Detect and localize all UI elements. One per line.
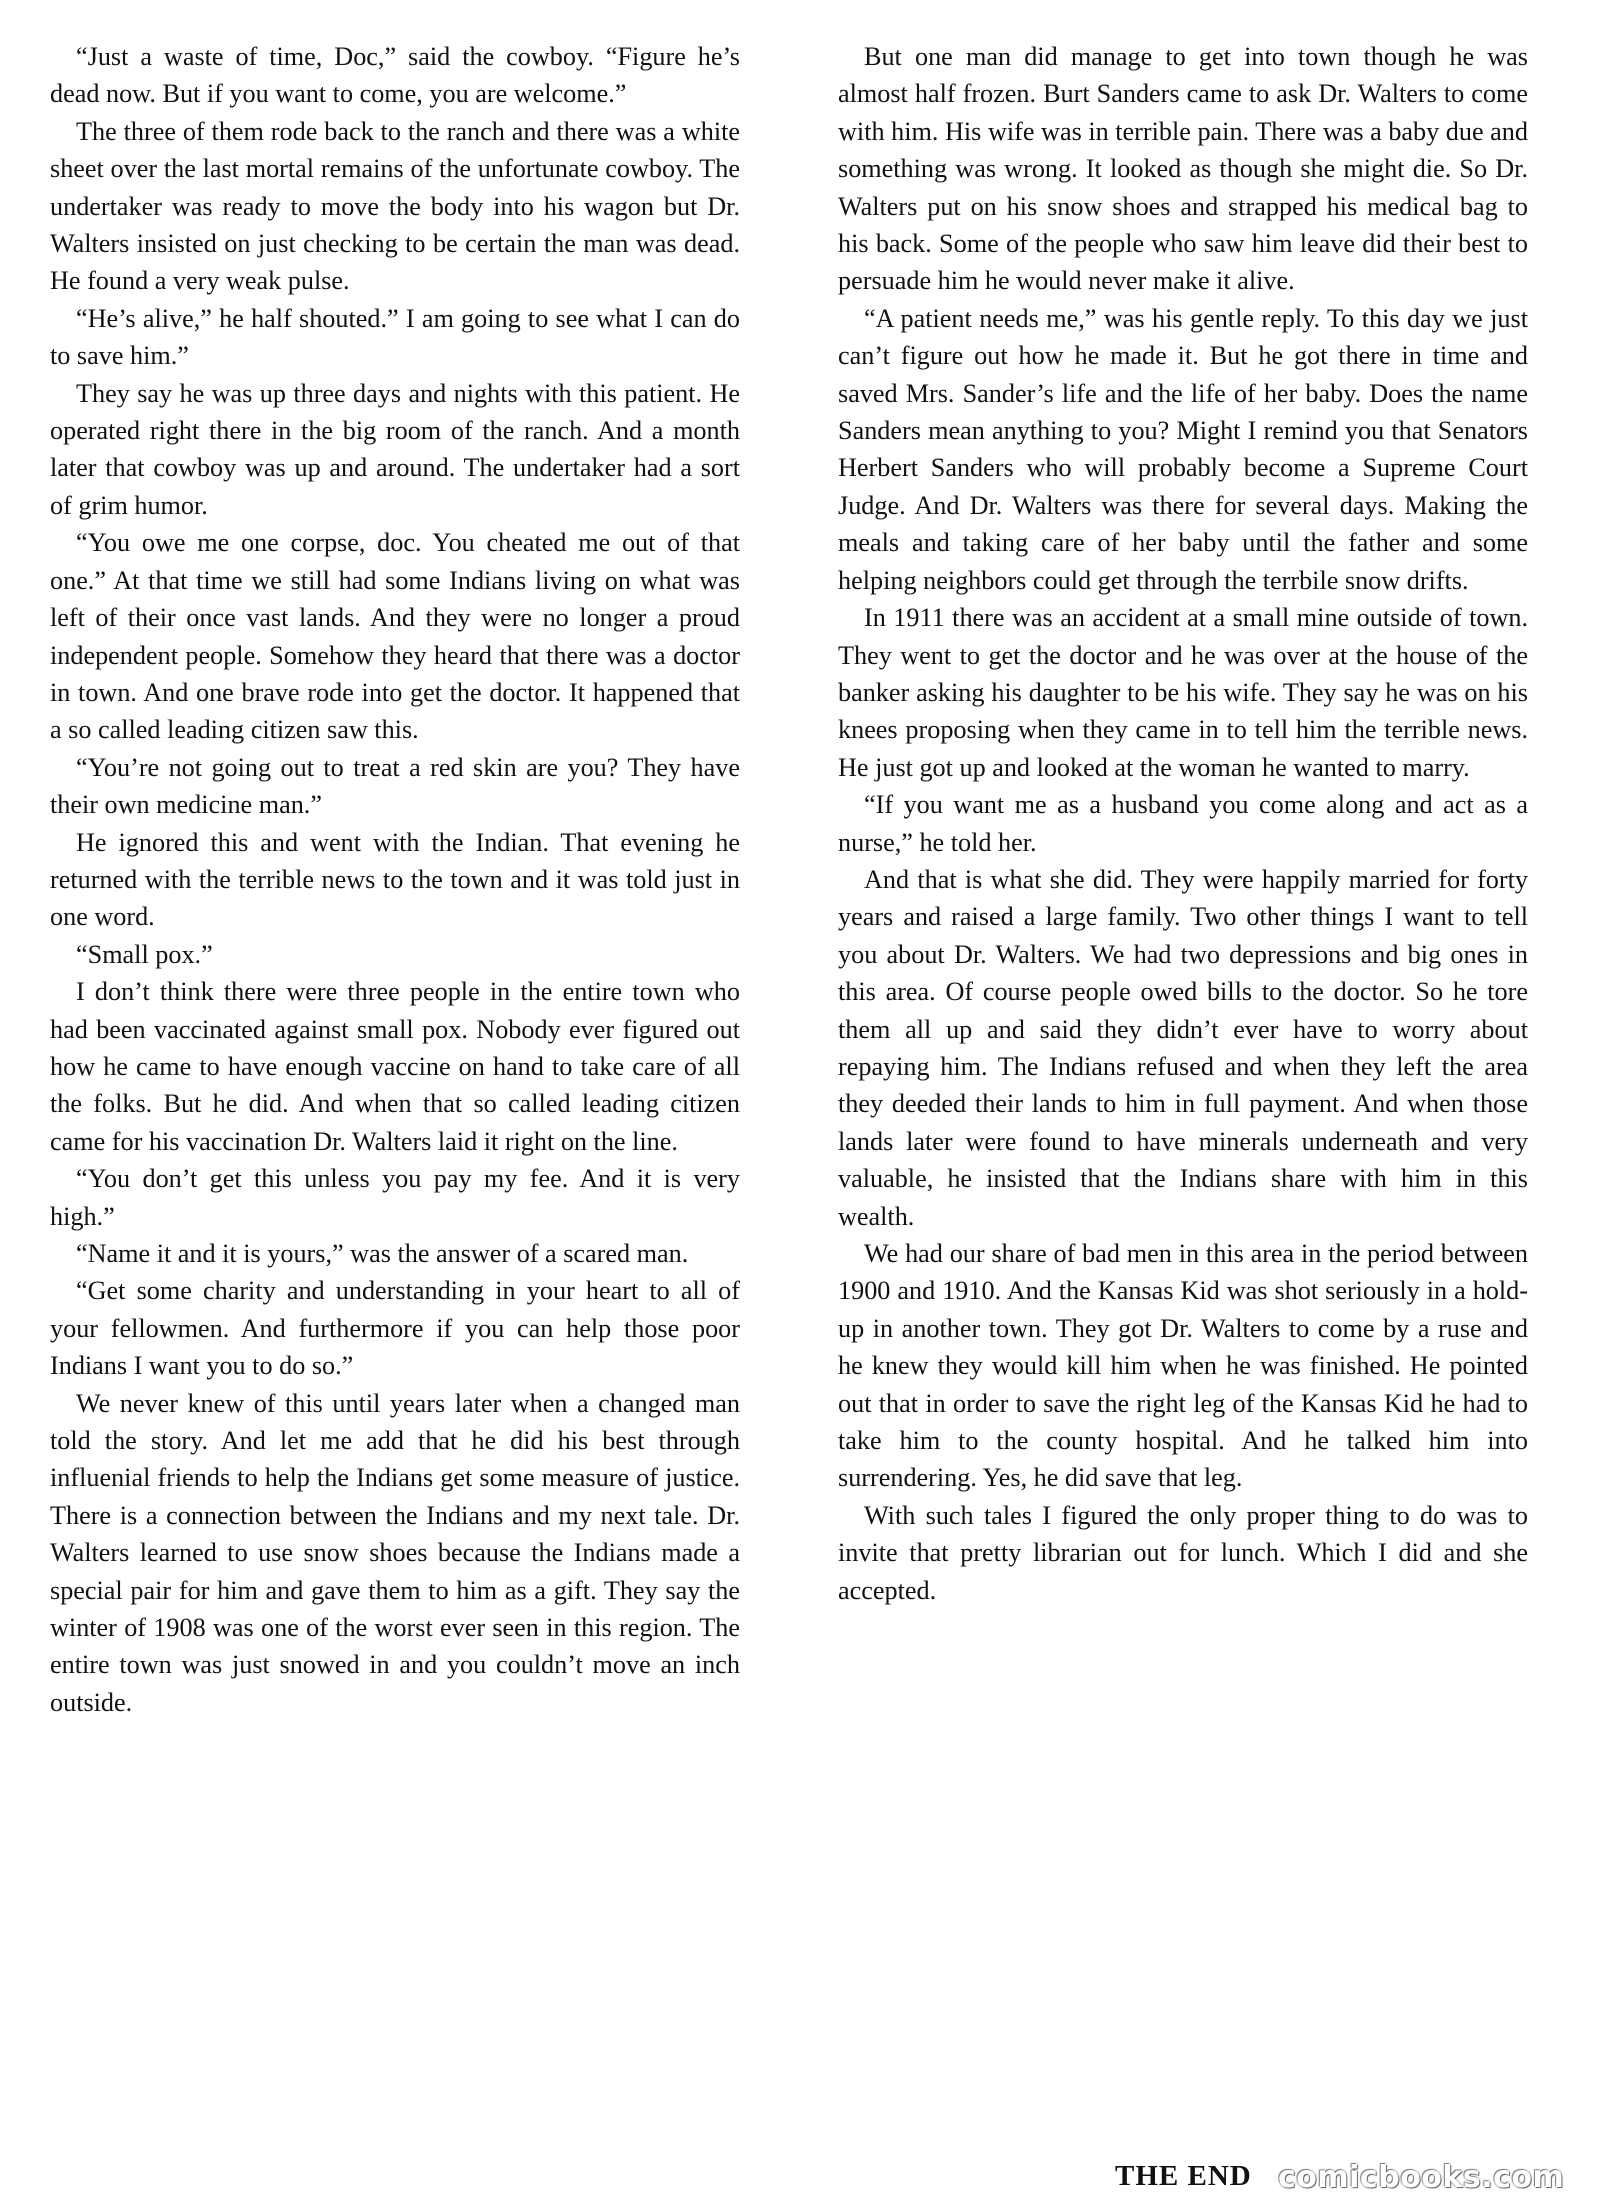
right-column [838, 38, 1528, 1609]
paragraph: We never knew of this until years later when a changed man told the story. And let me add that he did his best through influenial friends to help the Indians get some measure of justice. There is a connection between the Indians and my next tale. Dr. Walters learned to use snow shoes because the Indians made a special pair for him and gave them to him as a gift. They say the winter of 1908 was one of the worst ever seen in this region. The entire town was just snowed in and you couldn’t move an inch outside. [50, 1388, 740, 1717]
paragraph: “He’s alive,” he half shouted.” I am going to see what I can do to save him.” [50, 303, 740, 371]
paragraph: In 1911 there was an accident at a small mine outside of town. They went to get the doctor and he was over at the house of the banker asking his daughter to be his wife. They say he was on his knees proposing when they came in to tell him the terrible news. He just got up and looked at the woman he wanted to marry. [838, 603, 1528, 782]
paragraph: “Name it and it is yours,” was the answer of a scared man. [76, 1239, 689, 1268]
the-end-label: THE END [1115, 2160, 1252, 2192]
paragraph: “Just a waste of time, Doc,” said the cowboy. “Figure he’s dead now. But if you want to come, you are welcome.” [50, 42, 740, 109]
paragraph: And that is what she did. They were happily married for forty years and raised a large family. Two other things I want to tell you about Dr. Walters. We had two depressions and big ones in this area. Of course people owed bills to the doctor. So he tore them all up and said they didn’t ever have to worry about repaying him. The Indians refused and when they left the area they deeded their lands to him in full payment. And when those lands later were found to have minerals underneath and very valuable, he insisted that the Indians share with him in this wealth. [838, 864, 1528, 1231]
left-column [50, 38, 740, 1721]
watermark: comicbooks.com [1278, 2160, 1565, 2195]
paragraph: He ignored this and went with the Indian. That evening he returned with the terrible news to the town and it was told just in one word. [50, 827, 740, 932]
paragraph: “A patient needs me,” was his gentle reply. To this day we just can’t figure out how he made it. But he got there in time and saved Mrs. Sander’s life and the life of her baby. Does the name Sanders mean anything to you? Might I remind you that Senators Herbert Sanders who will probably become a Supreme Court Judge. And Dr. Walters was there for several days. Making the meals and taking care of her baby until the father and some helping neighbors could get through the terrbile snow drifts. [838, 303, 1528, 595]
paragraph: They say he was up three days and nights with this patient. He operated right there in the big room of the ranch. And a month later that cowboy was up and around. The undertaker had a sort of grim humor. [50, 378, 740, 520]
paragraph: “You owe me one corpse, doc. You cheated me out of that one.” At that time we still had some Indians living on what was left of their once vast lands. And they were no longer a proud independent people. Somehow they heard that there was a doctor in town. And one brave rode into get the doctor. It happened that a so called leading citizen saw this. [50, 528, 740, 745]
paragraph: The three of them rode back to the ranch and there was a white sheet over the last mortal remains of the unfortunate cowboy. The undertaker was ready to move the body into his wagon but Dr. Walters insisted on just checking to be certain the man was dead. He found a very weak pulse. [50, 116, 740, 296]
paragraph: “Small pox.” [76, 939, 213, 969]
paragraph: But one man did manage to get into town though he was almost half frozen. Burt Sanders came to ask Dr. Walters to come with him. His wife was in terrible pain. There was a baby due and something was wrong. It looked as though she might die. So Dr. Walters put on his snow shoes and strapped his medical bag to his back. Some of the people who saw him leave did their best to persuade him he would never make it alive. [838, 42, 1528, 296]
paragraph: We had our share of bad men in this area in the period between 1900 and 1910. And the Kansas Kid was shot seriously in a hold-up in another town. They got Dr. Walters to come by a ruse and he knew they would kill him when he was finished. He pointed out that in order to save the right leg of the Kansas Kid he had to take him to the county hospital. And he talked him into surrendering. Yes, he did save that leg. [838, 1239, 1528, 1493]
paragraph: “If you want me as a husband you come along and act as a nurse,” he told her. [838, 790, 1528, 857]
paragraph: “You’re not going out to treat a red skin are you? They have their own medicine man.” [50, 752, 740, 820]
paragraph: With such tales I figured the only proper thing to do was to invite that pretty librarian out for lunch. Which I did and she accepted. [838, 1500, 1528, 1605]
paragraph: “You don’t get this unless you pay my fee. And it is very high.” [50, 1164, 740, 1231]
paragraph: I don’t think there were three people in the entire town who had been vaccinated against small pox. Nobody ever figured out how he came to have enough vaccine on hand to take care of all the folks. But he did. And when that so called leading citizen came for his vaccination Dr. Walters laid it right on the line. [50, 977, 740, 1156]
paragraph: “Get some charity and understanding in your heart to all of your fellowmen. And furthermore if you can help those poor Indians I want you to do so.” [50, 1276, 740, 1381]
